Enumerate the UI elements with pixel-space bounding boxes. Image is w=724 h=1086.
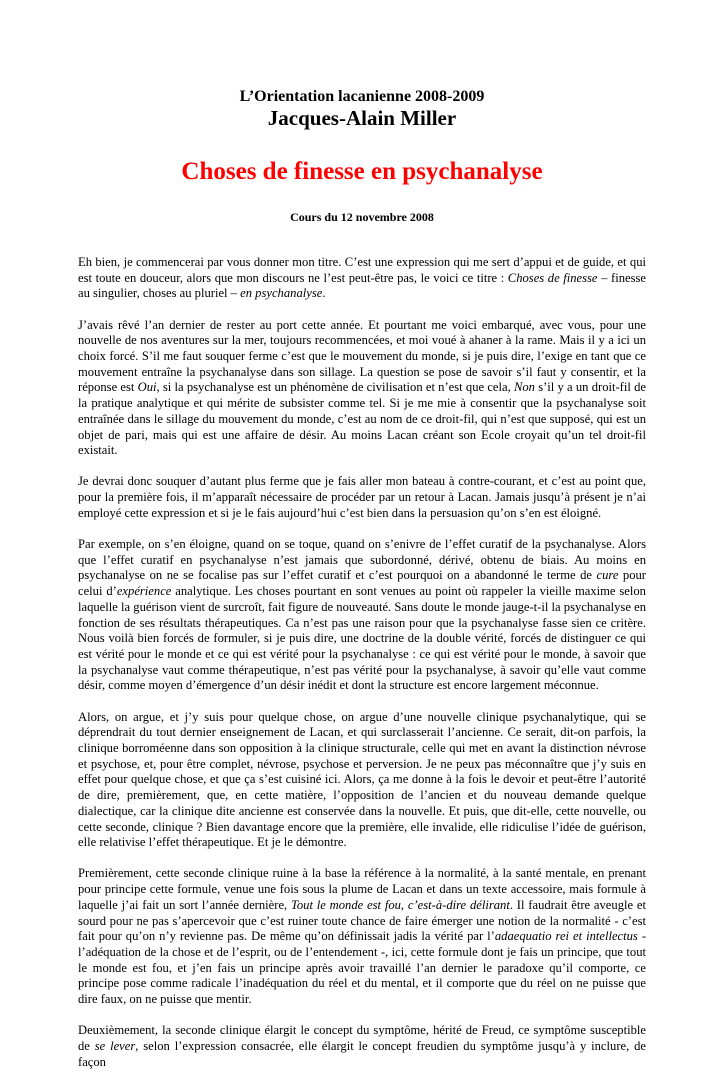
paragraph: J’avais rêvé l’an dernier de rester au port cette année. Et pourtant me voici embarqué, avec vous, pour une nouvelle de nos aventures sur la mer, toujours recommencées, et moi voué à ahaner à la rame. Mais il y a ici un choix forcé. S’il me faut souquer ferme c’est que le mouvement du monde, si je puis dire, l’exige en tant que ce mouvement entraîne la psychanalyse dans son sillage. La question se pose de savoir s’il faut y consentir, et la réponse est Oui, si la psychanalyse est un phénomène de civilisation et n’est que cela, Non s’il y a un droit-fil de la pratique analytique et qui mérite de subsister comme tel. Si je me mie à consentir que la psychanalyse soit entraînée dans le sillage du mouvement du monde, c’est au nom de ce droit-fil, qui n’est que supposé, qui est un objet de pari, mais qui est une affaire de désir. Au moins Lacan créant son Ecole croyait qu’un tel droit-fil existait.: [78, 317, 646, 458]
paragraph: Premièrement, cette seconde clinique ruine à la base la référence à la normalité, à la santé mentale, en prenant pour principe cette formule, venue une fois sous la plume de Lacan et dans un texte accessoire, mais formule à laquelle j’ai fait un sort l’année dernière, Tout le monde est fou, c’est-à-dire délirant. Il faudrait être aveugle et sourd pour ne pas s’apercevoir que c’est ruiner toute chance de faire émerger une notion de la normalité - c’est fait pour qu’on n’y revienne pas. De même qu’on définissait jadis la vérité par l’adaequatio rei et intellectus - l’adéquation de la chose et de l’esprit, ou de l’entendement -, ici, cette formule dont je fais un principe, que tout le monde est fou, et j’en fais un principe après avoir travaillé l’an dernier le paradoxe qu’il comporte, ce principe pose comme radicale l’inadéquation du réel et du mental, et il comporte que du réel on ne puisse que dire faux, on ne puisse que mentir.: [78, 866, 647, 1007]
paragraph: Deuxièmement, la seconde clinique élargit le concept du symptôme, hérité de Freud, ce symptôme susceptible de se lever, selon l’expression consacrée, elle élargit le concept freudien du symptôme jusqu’à y inclure, de façon: [78, 1023, 646, 1069]
author-heading: Jacques-Alain Miller: [267, 106, 457, 130]
course-date: Cours du 12 novembre 2008: [290, 210, 434, 224]
document-body: [78, 255, 646, 1086]
document-title: Choses de finesse en psychanalyse: [181, 158, 543, 185]
paragraph: Alors, on argue, et j’y suis pour quelque chose, on argue d’une nouvelle clinique psychanalytique, qui se déprendrait du tout dernier enseignement de Lacan, et qui surclasserait l’ancienne. Ce serait, dit-on parfois, la clinique borroméenne dans son opposition à la clinique structurale, celle qui met en avant la distinction névrose et psychose, et, pour être complet, névrose, psychose et perversion. Je ne peux pas méconnaître que j’y suis en effet pour quelque chose, et que ça s’est cuisiné ici. Alors, ça me donne à la fois le devoir et peut-être l’autorité de dire, premièrement, que, en cette matière, l’opposition de l’ancien et du nouveau demande quelque dialectique, car la clinique dite ancienne est conservée dans la nouvelle. Et puis, que dit-elle, cette nouvelle, ou cette seconde, clinique ? Bien davantage encore que la première, elle invalide, elle ridiculise l’idée de guérison, elle relativise l’effet thérapeutique. Et je le démontre.: [78, 709, 646, 850]
paragraph: Eh bien, je commencerai par vous donner mon titre. C’est une expression qui me sert d’appui et de guide, et qui est toute en douceur, alors que mon discours ne l’est peut-être pas, le voici ce titre : Choses de finesse – finesse au singulier, choses au pluriel – en psychanalyse.: [78, 255, 646, 301]
series-heading: L’Orientation lacanienne 2008-2009: [239, 88, 485, 105]
paragraph: Par exemple, on s’en éloigne, quand on se toque, quand on s’enivre de l’effet curatif de la psychanalyse. Alors que l’effet curatif en psychanalyse n’est jamais que subordonné, dérivé, obtenu de biais. Au moins en psychanalyse on ne se focalise pas sur l’effet curatif et c’est pourquoi on a abandonné le terme de cure pour celui d’expérience analytique. Les choses pourtant en sont venues au point où rappeler la vieille maxime selon laquelle la guérison vient de surcroît, fait figure de nouveauté. Sans doute le monde jauge-t-il la psychanalyse en fonction de ses résultats thérapeutiques. Ca n’est pas une raison pour que la psychanalyse fasse sien ce critère. Nous voilà bien forcés de formuler, si je puis dire, une doctrine de la double vérité, forcés de distinguer ce qui est vérité pour le monde et ce qui est vérité pour la psychanalyse : ce qui est vérité pour le monde, à savoir que la psychanalyse vaut comme thérapeutique, n’est pas vérité pour la psychanalyse, à savoir qu’elle vaut comme désir, comme moyen d’émergence d’un désir inédit et dont la structure est encore largement méconnue.: [78, 537, 647, 693]
paragraph: Je devrai donc souquer d’autant plus ferme que je fais aller mon bateau à contre-courant, et c’est au point que, pour la première fois, il m’apparaît nécessaire de procéder par un retour à Lacan. Jamais jusqu’à présent je n’ai employé cette expression et si je le fais aujourd’hui c’est bien dans la persuasion qu’on s’en est éloigné.: [78, 474, 646, 520]
